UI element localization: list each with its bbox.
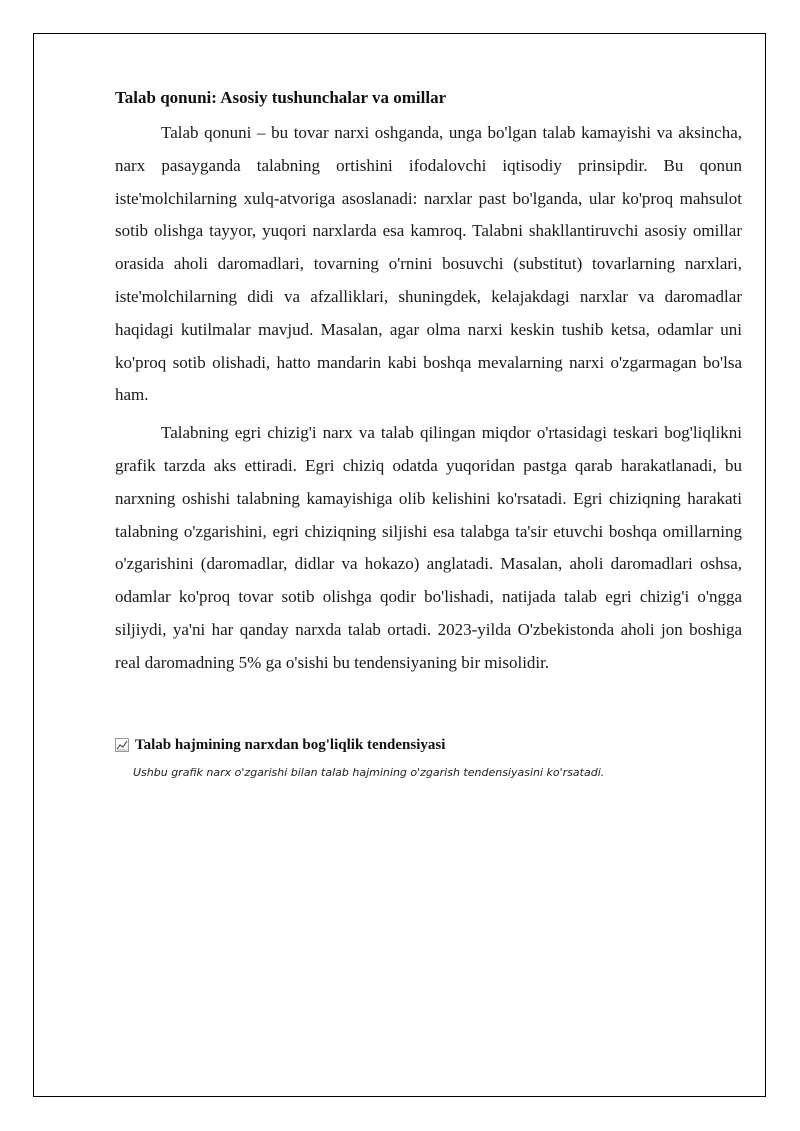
- figure-title: [115, 735, 445, 755]
- figure-title-text: Talab hajmining narxdan bog'liqlik tendensiyasi: [135, 737, 446, 753]
- paragraph-demand-curve: Talabning egri chizig'i narx va talab qilingan miqdor o'rtasidagi teskari bog'liqlikni grafik tarzda aks ettiradi. Egri chiziq odatda yuqoridan pastga qarab harakatlanadi, bu narxning oshishi talabning kamayishiga olib kelishini ko'rsatadi. Egri chiziqning harakati talabning o'zgarishini, egri chiziqning siljishi esa talabga ta'sir etuvchi boshqa omillarning o'zgarishini (daromadlar, didlar va hokazo) anglatadi. Masalan, aholi daromadlari oshsa, odamlar ko'proq tovar sotib olishga qodir bo'lishadi, natijada talab egri chizig'i o'ngga siljiydi, ya'ni har qanday narxda talab ortadi. 2023-yilda O'zbekistonda aholi jon boshiga real daromadning 5% ga o'sishi bu tendensiyaning bir misolidir.: [115, 423, 742, 672]
- section-heading: Talab qonuni: Asosiy tushunchalar va omillar: [115, 88, 447, 107]
- figure-caption: Ushbu grafik narx o'zgarishi bilan talab hajmining o'zgarish tendensiyasini ko'rsatadi.: [133, 766, 605, 779]
- paragraph-law-of-demand: Talab qonuni – bu tovar narxi oshganda, unga bo'lgan talab kamayishi va aksincha, narx pasayganda talabning ortishini ifodalovchi iqtisodiy prinsipdir. Bu qonun iste'molchilarning xulq-atvoriga asoslanadi: narxlar past bo'lganda, ular ko'proq mahsulot sotib olishga tayyor, yuqori narxlarda esa kamroq. Talabni shakllantiruvchi asosiy omillar orasida aholi daromadlari, tovarning o'rnini bosuvchi (substitut) tovarlarning narxlari, iste'molchilarning didi va afzalliklari, shuningdek, kelajakdagi narxlar va daromadlar haqidagi kutilmalar mavjud. Masalan, agar olma narxi keskin tushib ketsa, odamlar uni ko'proq sotib olishadi, hatto mandarin kabi boshqa mevalarning narxi o'zgarmagan bo'lsa ham.: [115, 123, 742, 405]
- document-body: [115, 86, 742, 685]
- chart-increasing-icon: [115, 738, 129, 752]
